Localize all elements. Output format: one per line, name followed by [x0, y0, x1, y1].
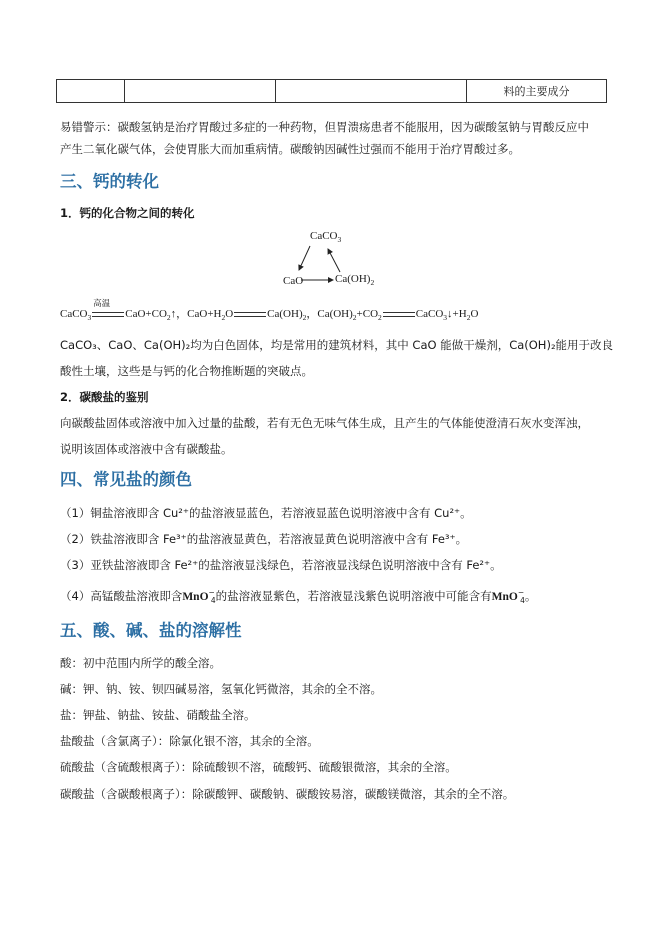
table-cell — [467, 80, 607, 103]
solubility-line: 盐酸盐（含氯离子）：除氯化银不溶，其余的全溶。 — [60, 734, 319, 748]
solubility-line: 硫酸盐（含硫酸根离子）：除硫酸钡不溶，硫酸钙、硫酸银微溶，其余的全溶。 — [60, 760, 457, 774]
section-3-sub-2: 2．碳酸盐的鉴别 — [60, 390, 149, 404]
arrow-caco3-to-cao — [299, 246, 310, 270]
section-3-sub-1: 1．钙的化合物之间的转化 — [60, 206, 195, 220]
table-cell-text: 料的主要成分 — [503, 85, 570, 98]
diagram-caoh2: $Ca(OH)_2$ — [335, 273, 375, 288]
calcium-desc-line-2: 酸性土壤，这些是与钙的化合物推断题的突破点。 — [60, 364, 313, 378]
warning-line-2: 产生二氧化碳气体，会使胃胀大而加重病情。碳酸钠因碱性过强而不能用于治疗胃酸过多。 — [60, 142, 520, 156]
warning-line-1: 易错警示：碳酸氢钠是治疗胃酸过多症的一种药物，但胃溃疡患者不能服用，因为碳酸氢钠与胃酸反应中 — [60, 120, 589, 134]
carbonate-ident-line-2: 说明该固体或溶液中含有碳酸盐。 — [60, 442, 233, 456]
salt-color-item-4: （4）高锰酸盐溶液即含MnO−$_4$的盐溶液显紫色，若溶液显浅紫色说明溶液中可能含有MnO−$_4$。 — [60, 588, 537, 606]
salt-color-item-3: （3）亚铁盐溶液即含 Fe²⁺的盐溶液显浅绿色，若溶液显浅绿色说明溶液中含有 Fe²⁺。 — [60, 558, 502, 572]
carbonate-ident-line-1: 向碳酸盐固体或溶液中加入过量的盐酸，若有无色无味气体生成，且产生的气体能使澄清石灰水变浑浊， — [60, 416, 589, 430]
diagram-cao: CaO — [283, 275, 304, 287]
table-cell — [125, 80, 276, 103]
diagram-arrows — [280, 240, 370, 285]
section-3-title: 三、钙的转化 — [60, 172, 159, 191]
salt-color-item-2: （2）铁盐溶液即含 Fe³⁺的盐溶液显黄色，若溶液显黄色说明溶液中含有 Fe³⁺。 — [60, 532, 468, 546]
top-table — [56, 79, 607, 103]
solubility-line: 碱：钾、钠、铵、钡四碱易溶，氢氧化钙微溶，其余的全不溶。 — [60, 682, 382, 696]
arrow-caoh2-to-caco3 — [328, 249, 340, 272]
salt-color-item-1: （1）铜盐溶液即含 Cu²⁺的盐溶液显蓝色，若溶液显蓝色说明溶液中含有 Cu²⁺。 — [60, 506, 472, 520]
solubility-line: 酸：初中范围内所学的酸全溶。 — [60, 656, 221, 670]
solubility-line: 碳酸盐（含碳酸根离子）：除碳酸钾、碳酸钠、碳酸铵易溶，碳酸镁微溶，其余的全不溶。 — [60, 787, 515, 801]
section-4-title: 四、常见盐的颜色 — [60, 470, 192, 489]
table-cell — [57, 80, 125, 103]
table-cell — [276, 80, 467, 103]
calcium-desc-line-1: CaCO₃、CaO、Ca(OH)₂均为白色固体，均是常用的建筑材料，其中 CaO 能做干燥剂，Ca(OH)₂能用于改良 — [60, 338, 614, 352]
solubility-line: 盐：钾盐、钠盐、铵盐、硝酸盐全溶。 — [60, 708, 256, 722]
section-5-title: 五、酸、碱、盐的溶解性 — [60, 621, 242, 640]
calcium-equations: CaCO$_3$ 高温 $CaO+CO_2↑$，$CaO+H_2O$ $Ca(OH)_2$，$Ca(OH)_2+CO_2$ $CaCO_3↓+H_2O$ — [60, 298, 479, 323]
diagram-caco3: CaCO$_3$ — [310, 230, 342, 245]
